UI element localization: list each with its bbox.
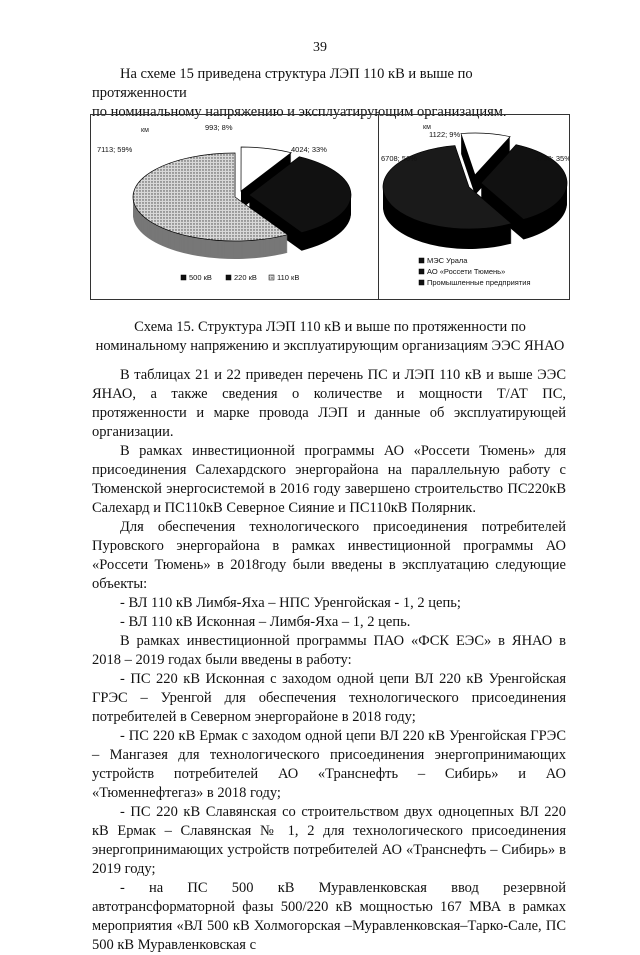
- legend-entry: Промышленные предприятия: [427, 278, 531, 287]
- chart-voltage: [91, 115, 378, 299]
- legend-swatch: [226, 275, 231, 280]
- caption-line-2: номинальному напряжению и эксплуатирующим организациям ЭЭС ЯНАО: [95, 338, 565, 354]
- intro-line-1: На схеме 15 приведена структура ЛЭП 110 кВ и выше по протяженности: [92, 66, 473, 101]
- paragraph: В рамках инвестиционной программы ПАО «ФСК ЕЭС» в ЯНАО в 2018 – 2019 годах были введены в работу:: [92, 633, 566, 668]
- unit-label: км: [141, 127, 149, 134]
- intro-line-2: по номинальному напряжению и эксплуатирующим организациям.: [92, 104, 507, 120]
- data-label: 4230; 35%: [535, 154, 569, 163]
- list-item: - ПС 220 кВ Славянская со строительством двух одноцепных ВЛ 220 кВ Ермак – Славянская № 1, 2 для технологического присоединения энергопринимающих устройств потребителей АО «Транснефть – Сибирь» в 2019 году;: [92, 804, 566, 877]
- chart-organization: [379, 115, 569, 299]
- legend-swatch: [269, 275, 274, 280]
- legend-entry: 500 кВ: [189, 273, 212, 282]
- paragraph: Для обеспечения технологического присоединения потребителей Пуровского энергорайона в рамках инвестиционной программы АО «Россети Тюмень» в 2018году были введены в эксплуатацию следующие объекты:: [92, 519, 566, 592]
- legend-entry: МЭС Урала: [427, 256, 468, 265]
- legend-entry: 110 кВ: [277, 273, 300, 282]
- body-text: [92, 366, 566, 955]
- list-item: - на ПС 500 кВ Муравленковская ввод резервной автотрансформаторной фазы 500/220 кВ мощностью 167 МВА в рамках мероприятия «ВЛ 500 кВ Холмогорская –Муравленковская–Тарко-Сале, ПС 500 кВ Муравленковская с: [92, 880, 566, 953]
- legend-entry: 220 кВ: [234, 273, 257, 282]
- list-item: - ВЛ 110 кВ Лимбя-Яха – НПС Уренгойская - 1, 2 цепь;: [120, 595, 461, 611]
- figure-scheme-15: [90, 114, 570, 300]
- paragraph: В рамках инвестиционной программы АО «Россети Тюмень» для присоединения Салехардского энергорайона на параллельную работу с Тюменской энергосистемой в 2016 году завершено строительство ПС220кВ Салехард и ПС110кВ Северное Сияние и ПС110кВ Полярник.: [92, 443, 566, 516]
- unit-label: км: [423, 124, 431, 131]
- chart-organization-panel: [379, 115, 569, 299]
- page-number: 39: [313, 40, 327, 55]
- data-label: 1122; 9%: [429, 130, 461, 139]
- list-item: - ПС 220 кВ Ермак с заходом одной цепи ВЛ 220 кВ Уренгойская ГРЭС – Мангазея для технологического присоединения энергопринимающих устройств потребителей АО «Транснефть – Сибирь» и АО «Тюменнефтегаз» в 2018 году;: [92, 728, 566, 801]
- data-label: 993; 8%: [205, 123, 233, 132]
- list-item: - ПС 220 кВ Исконная с заходом одной цепи ВЛ 220 кВ Уренгойская ГРЭС – Уренгой для обеспечения технологического присоединения потребителей в Северном энергорайоне в 2018 году;: [92, 671, 566, 725]
- legend-swatch: [181, 275, 186, 280]
- figure-caption: [90, 318, 570, 356]
- chart-voltage-panel: [91, 115, 379, 299]
- legend-swatch: [419, 258, 424, 263]
- data-label: 7113; 59%: [97, 145, 133, 154]
- list-item: - ВЛ 110 кВ Исконная – Лимбя-Яха – 1, 2 цепь.: [120, 614, 411, 630]
- legend-swatch: [419, 280, 424, 285]
- data-label: 6708; 56%: [381, 154, 417, 163]
- data-label: 4024; 33%: [291, 145, 327, 154]
- caption-line-1: Схема 15. Структура ЛЭП 110 кВ и выше по протяженности по: [134, 319, 526, 335]
- paragraph: В таблицах 21 и 22 приведен перечень ПС и ЛЭП 110 кВ и выше ЭЭС ЯНАО, а также сведения о количестве и мощности Т/АТ ПС, протяженности и марке провода ЛЭП и данные об эксплуатирующей организации.: [92, 367, 566, 440]
- legend-entry: АО «Россети Тюмень»: [427, 267, 506, 276]
- legend-swatch: [419, 269, 424, 274]
